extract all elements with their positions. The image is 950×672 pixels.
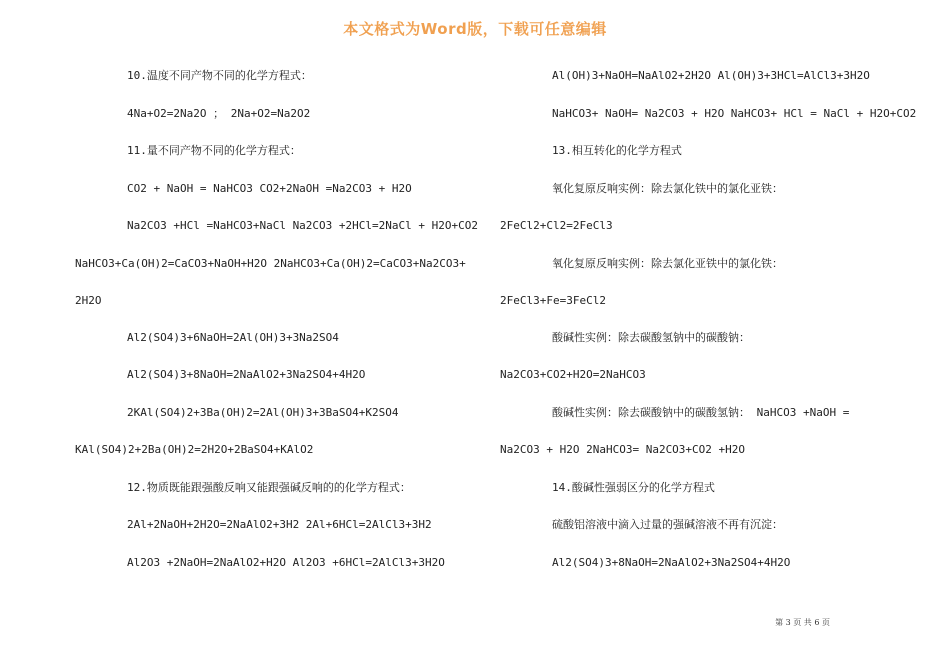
text-line: 2FeCl2+Cl2=2FeCl3	[500, 219, 613, 232]
text-line: Al2(SO4)3+8NaOH=2NaAlO2+3Na2SO4+4H2O	[552, 556, 791, 569]
section-heading: 14.酸碱性强弱区分的化学方程式	[552, 481, 715, 494]
text-line: Na2CO3 + H2O 2NaHCO3= Na2CO3+CO2 +H2O	[500, 443, 746, 456]
text-line: 11.量不同产物不同的化学方程式：	[127, 144, 301, 157]
text-line: 2H2O	[75, 294, 102, 307]
text-line: 4Na+O2=2Na2O ； 2Na+O2=Na2O2	[127, 107, 311, 120]
page-number: 第 3 页 共 6 页	[775, 618, 830, 627]
text-line: Al2O3 +2NaOH=2NaAlO2+H2O Al2O3 +6HCl=2AlCl3+3H2O	[127, 556, 445, 569]
text-line: NaHCO3+ NaOH= Na2CO3 + H2O NaHCO3+ HCl = NaCl + H2O+CO2	[552, 107, 917, 120]
text-line: Al(OH)3+NaOH=NaAlO2+2H2O Al(OH)3+3HCl=AlCl3+3H2O	[552, 69, 870, 82]
text-line: 酸碱性实例：除去碳酸氢钠中的碳酸钠：	[552, 331, 750, 344]
text-line: 2Al+2NaOH+2H2O=2NaAlO2+3H2 2Al+6HCl=2AlCl3+3H2	[127, 518, 432, 531]
text-line: 氧化复原反响实例：除去氯化亚铁中的氯化铁：	[552, 257, 783, 270]
document-banner: 本文格式为Word版，下载可任意编辑	[343, 20, 607, 38]
section-heading: 13.相互转化的化学方程式	[552, 144, 682, 157]
section-heading: 12.物质既能跟强酸反响又能跟强碱反响的的化学方程式：	[127, 481, 411, 494]
text-line: Na2CO3 +HCl =NaHCO3+NaCl Na2CO3 +2HCl=2NaCl + H2O+CO2	[127, 219, 478, 232]
text-line: 氧化复原反响实例：除去氯化铁中的氯化亚铁：	[552, 182, 783, 195]
text-line: NaHCO3+Ca(OH)2=CaCO3+NaOH+H2O 2NaHCO3+Ca(OH)2=CaCO3+Na2CO3+	[75, 257, 466, 270]
text-line: Na2CO3+CO2+H2O=2NaHCO3	[500, 368, 646, 381]
text-line: 10.温度不同产物不同的化学方程式：	[127, 69, 312, 82]
text-line: 酸碱性实例：除去碳酸钠中的碳酸氢钠： NaHCO3 +NaOH =	[552, 406, 850, 419]
text-line: Al2(SO4)3+8NaOH=2NaAlO2+3Na2SO4+4H2O	[127, 368, 366, 381]
text-line: Al2(SO4)3+6NaOH=2Al(OH)3+3Na2SO4	[127, 331, 339, 344]
text-line: 硫酸铝溶液中滴入过量的强碱溶液不再有沉淀：	[552, 518, 783, 531]
text-line: 2KAl(SO4)2+3Ba(OH)2=2Al(OH)3+3BaSO4+K2SO4	[127, 406, 399, 419]
text-line: CO2 + NaOH = NaHCO3 CO2+2NaOH =Na2CO3 + H2O	[127, 182, 412, 195]
text-line: 2FeCl3+Fe=3FeCl2	[500, 294, 606, 307]
text-line: KAl(SO4)2+2Ba(OH)2=2H2O+2BaSO4+KAlO2	[75, 443, 314, 456]
